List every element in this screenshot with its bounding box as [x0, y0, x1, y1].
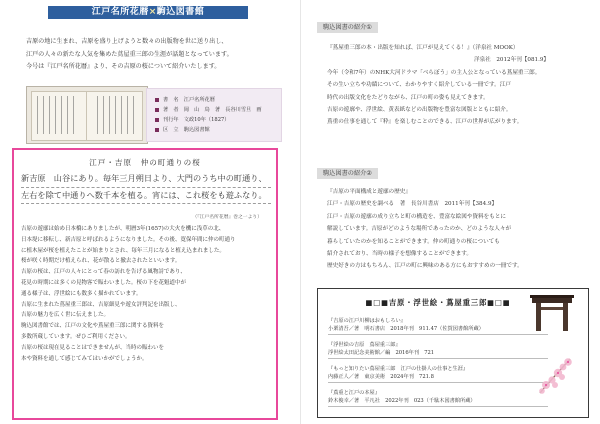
- section-1-line: その生い立ちや功績について、わかりやすく紹介している一冊です。江戸: [327, 82, 511, 89]
- section-2-line: 江戸・吉原の遊廓の成り立ちと町の構造を、豊富な絵図や資料をもとに: [327, 213, 507, 220]
- page-header-band: [48, 6, 248, 19]
- body-line: 日本堤に移転し、新吉原と呼ばれるようになりました。その後、寛保年間に仲の町通り: [21, 236, 236, 243]
- section-1-line: 今年（令和7年）のNHK大河ドラマ「べらぼう」の主人公となっている蔦屋重三郎。: [327, 69, 541, 76]
- section-1-text: [327, 42, 579, 129]
- section-2-line: 解説しています。吉原がどのような場所であったのか、どのような人々が: [327, 226, 512, 233]
- book-info-row: 刊行年 文政10年（1827）: [155, 116, 230, 124]
- intro-paragraph: [26, 36, 276, 74]
- book-list-item: [328, 389, 548, 407]
- body-line: 通る様子は、浮世絵にも数多く描かれています。: [21, 290, 142, 297]
- book-info-row: 区 立 駒込図書館: [155, 126, 210, 134]
- body-line: 花見の時期には多くの見物客で賑わいました。桜の下を花魁道中が: [21, 279, 187, 286]
- intro-line: 吉原の地に生まれ、吉原を盛り上げようと数々の出版物を世に送り出し、: [26, 38, 228, 45]
- body-line: 吉原の桜は、江戸の人々にとって春の訪れを告げる風物詩であり、: [21, 269, 186, 276]
- book-info-row: 書 名 江戸名所花暦: [155, 96, 215, 104]
- book-list-item: [328, 341, 548, 359]
- book-item-meta: 浮世絵太田記念美術館／編 2016年刊 721: [328, 349, 548, 358]
- section-1-line: 『蔦屋重三郎の本・出版を知れば、江戸が見えてくる！』（洋泉社 MOOK）: [327, 45, 519, 51]
- feature-quote: [21, 171, 271, 204]
- book-item-meta: 鈴木俊幸／著 平凡社 2022年刊 023（千駄木図書館所蔵）: [328, 397, 548, 406]
- section-2-line: 江戸・吉原の歴史を調べる 著 長谷川書店 2011年刊【384.9】: [327, 201, 498, 208]
- body-line: 吉原の遊廓は始め日本橋にありましたが、明暦3年(1657)の大火を機に浅草の北、: [21, 226, 225, 232]
- section-2-line: 『吉原の平面構成と遊廓の歴史』: [327, 189, 411, 195]
- book-item-title: 『吉原の江戸川柳はおもしろい』: [328, 318, 406, 324]
- book-photo-left-page: [31, 91, 88, 141]
- section-1-line: 洋泉社 2012年刊【081.9】: [474, 57, 549, 64]
- header-separator: ×: [148, 7, 157, 17]
- body-line: に植木屋が桜を植えたことが始まりとされ、毎年三月になると植え込まれました。: [21, 247, 225, 254]
- right-page: [300, 0, 600, 424]
- quote-line: 新吉原 山谷にあり。毎年三月朔日より、大門のうち中の町通り、: [21, 171, 271, 188]
- body-line: 本や資料を通して感じてみてはいかがでしょうか。: [21, 355, 148, 362]
- header-title-b: 駒込図書館: [156, 7, 205, 17]
- book-item-title: 『もっと知りたい蔦屋重三郎 江戸の仕掛人の仕事と生涯』: [328, 366, 469, 372]
- book-item-meta: 内藤正人／著 東京美術 2024年刊 721.8: [328, 373, 548, 382]
- quote-source: （『江戸名所花暦』巻之一より）: [192, 215, 262, 220]
- section-2-line: 歴史好きの方はもちろん、江戸の町に興味のある方にもおすすめの一冊です。: [327, 263, 523, 270]
- book-list-title: ■□■吉原・浮世絵・蔦屋重三郎■□■: [365, 298, 511, 307]
- section-1-line: 蔦重の仕事を通して『粋』を楽しむことのできる、江戸の世界が広がります。: [327, 119, 523, 126]
- section-1-line: 吉原の遊廓や、浮世絵、黄表紙などの出版物を豊富な図版とともに紹介。: [327, 107, 512, 114]
- book-list-item: [328, 317, 548, 335]
- section-label-2: 駒込図書の紹介②: [317, 168, 378, 179]
- book-list-item: [328, 365, 548, 383]
- header-title-a: 江戸名所花暦: [91, 7, 149, 17]
- body-line: 多数所蔵しています。ぜひご利用ください。: [21, 333, 131, 340]
- feature-body: [21, 224, 271, 364]
- cherry-blossom-illustration: [530, 349, 580, 399]
- book-item-title: 『蔦重と江戸の本屋』: [328, 390, 380, 396]
- body-line: 吉原に生まれた蔦屋重三郎は、吉原細見や遊女評判記を出版し、: [21, 301, 181, 308]
- book-item-meta: 小栗清吾／著 明石書店 2018年刊 911.47（佐賀図書館所蔵）: [328, 325, 548, 334]
- body-line: 桜が咲く時期だけ植えられ、花が散ると撤去されたといいます。: [21, 258, 181, 265]
- intro-line: 江戸の人々の新たな人気を集めた蔦屋重三郎の生涯が話題となっています。: [26, 50, 233, 58]
- section-2-line: 紹介されており、当時の様子を想像することができます。: [327, 251, 472, 258]
- quote-line: 左右を除て中通りへ数千本を植る。宵には、これ桜をも遊ふなり。: [21, 188, 271, 205]
- body-line: 駒込図書館では、江戸の文化や蔦屋重三郎に関する資料を: [21, 323, 165, 330]
- book-item-title: 『浮世絵の吉原 蔦屋重三郎』: [328, 342, 401, 348]
- feature-article-box: [12, 148, 278, 420]
- recommended-books-box: [317, 288, 589, 418]
- body-line: 吉原の桜は現在見ることはできませんが、当時の賑わいを: [21, 344, 165, 351]
- section-2-line: 暮らしていたのかを知ることができます。仲の町通りの桜についても: [327, 238, 500, 245]
- book-photo-image: [26, 86, 148, 144]
- section-1-line: 時代の出版文化をたどりながら、江戸の町の姿も見えてきます。: [327, 94, 489, 101]
- section-label-1: 駒込図書の紹介①: [317, 22, 378, 33]
- book-info-box: [146, 88, 282, 142]
- feature-title: 江戸・吉原 仲の町通りの桜: [89, 158, 201, 167]
- body-line: 吉原の魅力を広く世に伝えました。: [21, 312, 110, 319]
- section-2-text: [327, 186, 579, 273]
- book-info-row: 著 者 岡 山 鳥 著 長谷川雪旦 画: [155, 106, 262, 114]
- intro-line: 今号は『江戸名所花暦』より、その吉原の桜について紹介いたします。: [26, 63, 221, 71]
